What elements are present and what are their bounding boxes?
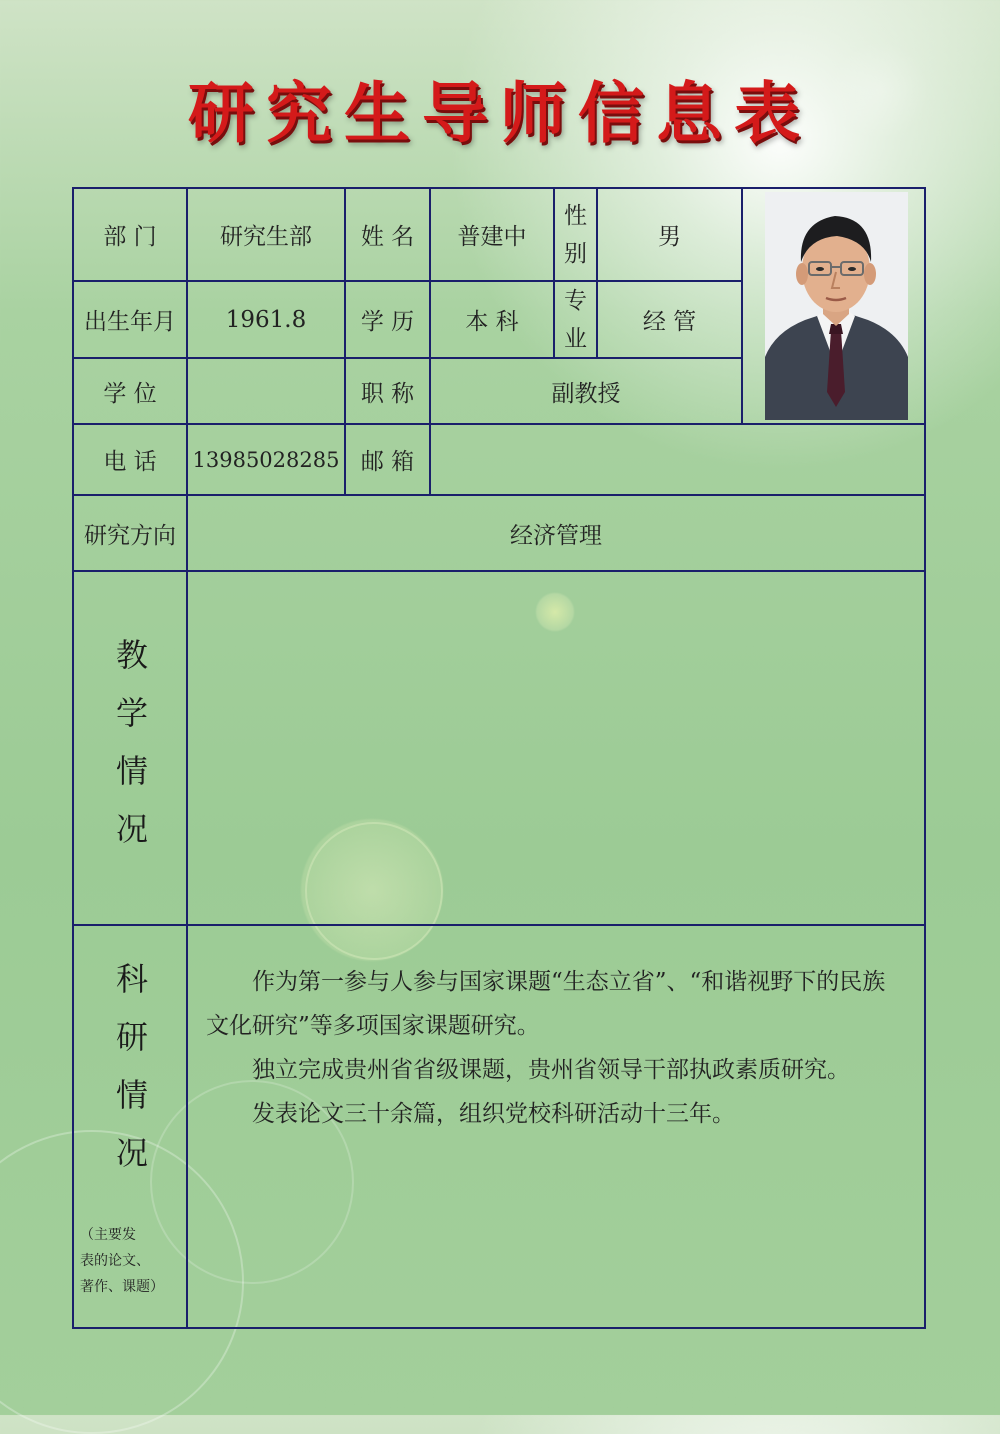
table-border <box>924 187 926 1329</box>
education-label: 学 历 <box>360 309 415 335</box>
teaching-label-char: 学 <box>115 694 148 732</box>
title-label: 职 称 <box>360 380 415 407</box>
gender-label <box>555 189 596 280</box>
education-value: 本 科 <box>465 309 519 335</box>
major-label-line: 专 <box>564 287 587 314</box>
research-content <box>206 960 906 1136</box>
birth-value: 1961.8 <box>225 306 307 333</box>
research-label <box>74 950 190 1182</box>
research-label-char: 研 <box>115 1018 148 1056</box>
email-value <box>431 425 924 494</box>
profile-photo <box>765 192 908 420</box>
major-label <box>555 282 596 357</box>
research-paragraph: 独立完成贵州省省级课题，贵州省领导干部执政素质研究。 <box>252 1057 850 1083</box>
teaching-label-char: 情 <box>115 752 148 790</box>
major-value: 经 管 <box>642 309 697 335</box>
degree-value <box>188 359 344 423</box>
degree-label: 学 位 <box>103 380 157 407</box>
gender-label-line: 别 <box>564 240 587 267</box>
direction-value: 经济管理 <box>510 522 602 549</box>
gender-label-line: 性 <box>564 202 587 229</box>
research-note-line: （主要发 <box>80 1227 136 1243</box>
name-label: 姓 名 <box>360 224 415 250</box>
major-label-line: 业 <box>564 325 587 352</box>
dept-value: 研究生部 <box>220 224 312 250</box>
name-value: 普建中 <box>457 224 527 250</box>
phone-value: 13985028285 <box>192 447 340 472</box>
phone-label: 电 话 <box>103 449 157 475</box>
research-note-line: 著作、课题） <box>80 1279 164 1295</box>
research-note-line: 表的论文、 <box>80 1253 150 1269</box>
research-label-char: 科 <box>115 960 148 998</box>
birth-label: 出生年月 <box>84 309 176 335</box>
table-border <box>72 1327 926 1329</box>
research-label-char: 情 <box>115 1076 148 1114</box>
row-divider <box>72 924 926 926</box>
dept-label: 部 门 <box>103 224 157 250</box>
email-label: 邮 箱 <box>360 449 415 475</box>
research-note <box>80 1222 180 1300</box>
portrait-image <box>765 192 908 420</box>
teaching-label <box>74 626 190 858</box>
title-value: 副教授 <box>551 380 621 407</box>
col-divider <box>741 187 743 425</box>
research-label-char: 况 <box>115 1134 148 1172</box>
teaching-label-char: 教 <box>115 636 148 674</box>
direction-label: 研究方向 <box>84 522 176 549</box>
research-paragraph: 发表论文三十余篇，组织党校科研活动十三年。 <box>252 1101 735 1127</box>
research-paragraph: 作为第一参与人参与国家课题“生态立省”、“和谐视野下的民族文化研究”等多项国家课题研究。 <box>206 969 886 1039</box>
page-title: 研究生导师信息表 <box>188 75 812 152</box>
teaching-label-char: 况 <box>115 810 148 848</box>
teaching-content <box>188 572 924 924</box>
gender-value: 男 <box>658 224 681 250</box>
